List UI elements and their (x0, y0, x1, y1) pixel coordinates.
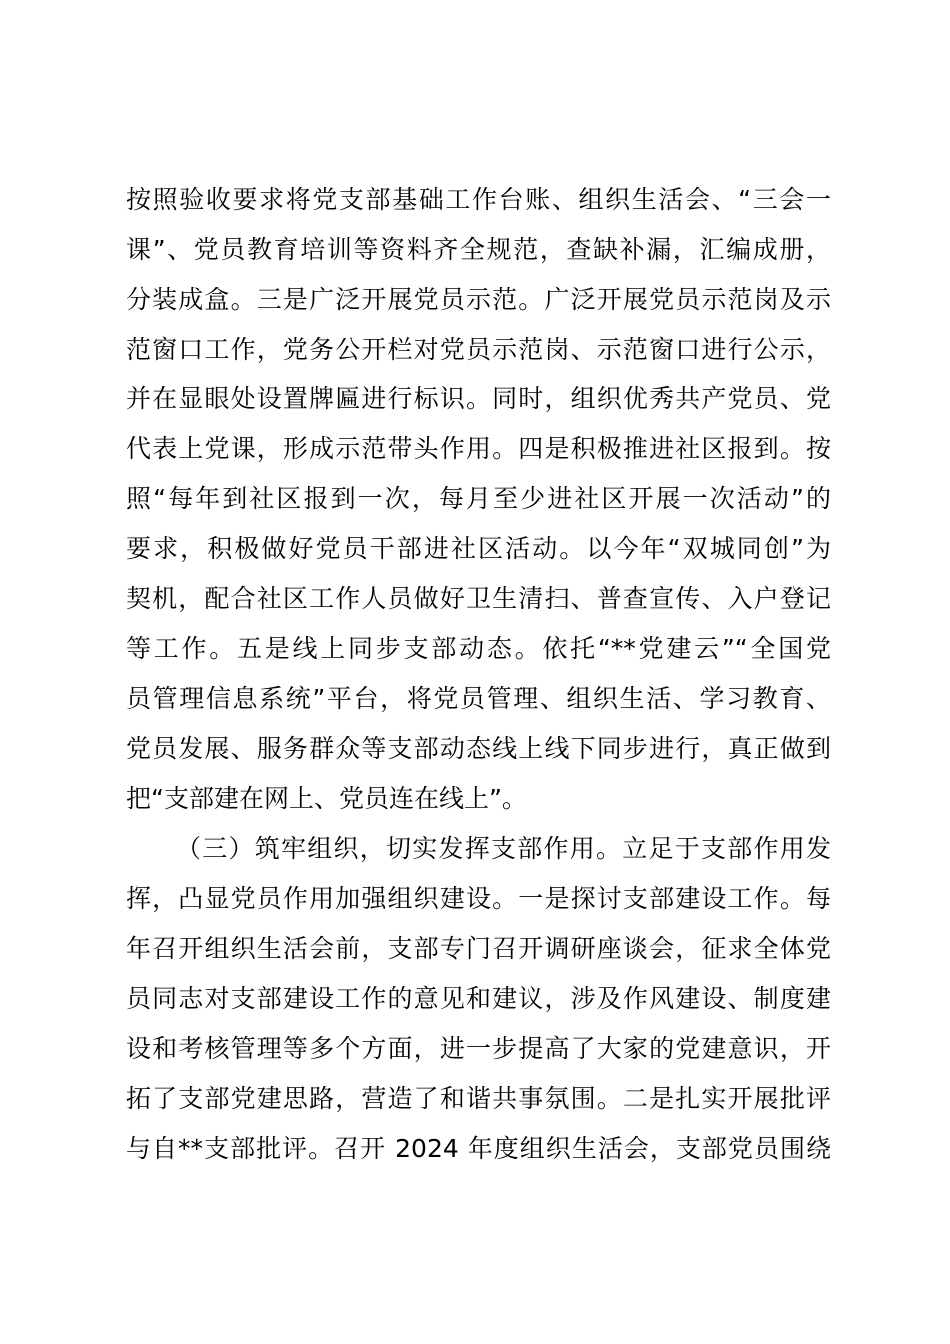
section-heading-line: （三）筑牢组织，切实发挥支部作用。立足于支部作用发 (176, 834, 831, 863)
text-line: 契机，配合社区工作人员做好卫生清扫、普查宣传、入户登记 (126, 584, 831, 613)
text-line: 把“支部建在网上、党员连在线上”。 (126, 784, 527, 813)
text-line: 年召开组织生活会前，支部专门召开调研座谈会，征求全体党 (126, 934, 831, 963)
text-line: 范窗口工作，党务公开栏对党员示范岗、示范窗口进行公示， (126, 335, 831, 364)
text-line: 分装成盒。三是广泛开展党员示范。广泛开展党员示范岗及示 (126, 285, 831, 314)
text-line: 设和考核管理等多个方面，进一步提高了大家的党建意识，开 (126, 1034, 831, 1063)
text-line: 要求，积极做好党员干部进社区活动。以今年“双城同创”为 (126, 534, 831, 563)
text-line: 课”、党员教育培训等资料齐全规范，查缺补漏，汇编成册， (126, 235, 831, 264)
text-line: 与自**支部批评。召开 2024 年度组织生活会，支部党员围绕 (126, 1134, 831, 1163)
text-line: 拓了支部党建思路，营造了和谐共事氛围。二是扎实开展批评 (126, 1084, 831, 1113)
text-line: 员同志对支部建设工作的意见和建议，涉及作风建设、制度建 (126, 984, 831, 1013)
text-line: 代表上党课，形成示范带头作用。四是积极推进社区报到。按 (126, 434, 831, 463)
text-line: 等工作。五是线上同步支部动态。依托“**党建云”“全国党 (126, 634, 831, 663)
text-line: 挥，凸显党员作用加强组织建设。一是探讨支部建设工作。每 (126, 884, 831, 913)
text-line: 按照验收要求将党支部基础工作台账、组织生活会、“三会一 (126, 185, 831, 214)
text-line: 照“每年到社区报到一次，每月至少进社区开展一次活动”的 (126, 484, 831, 513)
text-line: 党员发展、服务群众等支部动态线上线下同步进行，真正做到 (126, 734, 831, 763)
text-line: 员管理信息系统”平台，将党员管理、组织生活、学习教育、 (126, 684, 831, 713)
text-line: 并在显眼处设置牌匾进行标识。同时，组织优秀共产党员、党 (126, 384, 831, 413)
